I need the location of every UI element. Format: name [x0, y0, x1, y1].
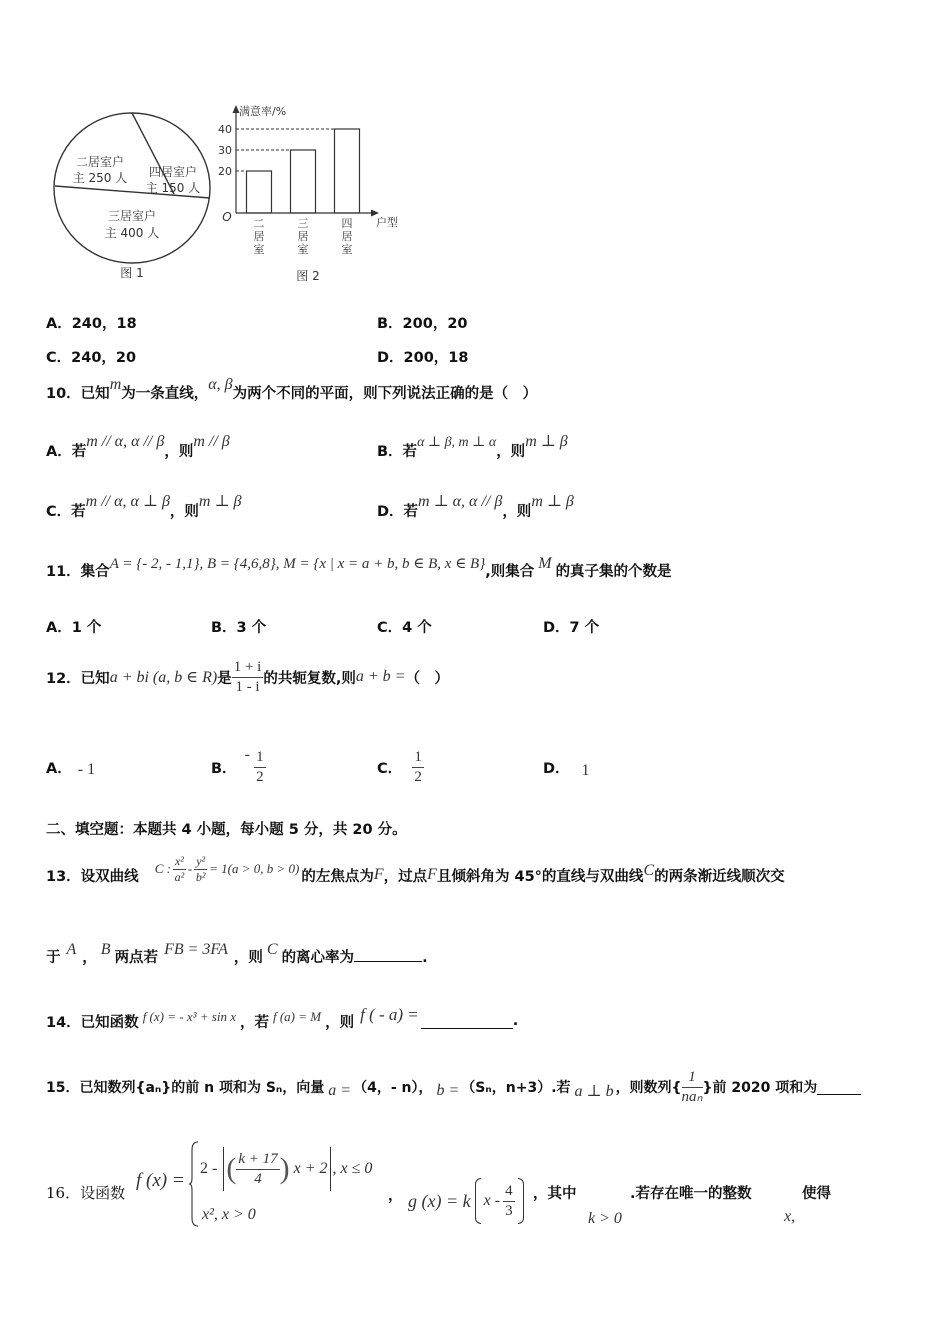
q16-paren-left-icon: (	[226, 1152, 237, 1185]
q15-answer-blank[interactable]	[817, 1080, 861, 1095]
q16-g-num: 4	[503, 1182, 515, 1202]
q13-text2: ，过点	[383, 868, 428, 885]
q13-hyperbola-equation	[155, 854, 300, 885]
figure-2-bar-chart	[212, 98, 412, 290]
q16-abs-right-bar	[330, 1147, 331, 1191]
q13-stem-line2	[46, 941, 428, 967]
q11-m: M	[538, 555, 552, 572]
q16-case-1	[200, 1146, 372, 1192]
q13-l2-text-c: 两点若	[114, 950, 159, 966]
q15-fraction	[682, 1068, 703, 1107]
q15-perpendicular: a ⊥ b	[574, 1083, 614, 1100]
category-label-1-char-3: 室	[253, 243, 265, 256]
q12-c-den: 2	[414, 768, 422, 785]
q16-case2-text: x², x > 0	[202, 1206, 256, 1223]
q13-l2-text-b: ，	[82, 950, 97, 966]
x-axis-label: 户型	[376, 216, 398, 229]
q16-x: x,	[784, 1208, 796, 1225]
q9-option-b[interactable]: B．200，20	[377, 316, 468, 332]
q10-m: m	[109, 376, 122, 393]
q15-vector-a-value: （4，- n），	[353, 1080, 433, 1096]
q12-c-label: C．	[377, 760, 403, 777]
q11-expression: A = {- 2, - 1,1}, B = {4,6,8}, M = {x | x = a + b, b ∈ B, x ∈ B}	[109, 556, 486, 572]
q13-stem-line1	[46, 844, 785, 906]
q16-case1-a: 2 -	[200, 1160, 218, 1177]
q15-text1: ，则数列{	[615, 1080, 682, 1096]
q16-k-condition: k > 0	[588, 1210, 622, 1227]
y-tick-label-2: 30	[218, 144, 232, 157]
q12-a-value: - 1	[77, 761, 96, 778]
q11-option-a[interactable]: A．1 个	[46, 620, 102, 636]
q12-frac-num: 1 + i	[232, 658, 264, 678]
q15-vector-b-value: （Sₙ，n+3）.若	[461, 1080, 571, 1096]
q16-paren-right-icon: )	[279, 1152, 290, 1185]
q16-case1-c: , x ≤ 0	[332, 1160, 373, 1177]
q10-c-then: ，则	[169, 504, 199, 520]
q16-gx-label: g (x) = k	[408, 1190, 471, 1211]
bar-group	[218, 123, 360, 256]
q10-option-c[interactable]	[46, 493, 242, 521]
q12-text2: 的共轭复数,则	[263, 670, 356, 687]
q10-stem	[46, 376, 538, 403]
category-label-3-char-2: 居	[341, 230, 353, 243]
q16-abs-left-bar	[223, 1147, 224, 1191]
sector-label-4room-l1: 四居室户	[148, 165, 198, 179]
sector-label-4room-l2: 主 150 人	[145, 181, 201, 195]
q12-option-a[interactable]	[46, 742, 95, 792]
q12-b-label: B．	[211, 760, 237, 777]
q10-d-label: D．若	[377, 504, 419, 520]
q13-minus: -	[187, 861, 193, 876]
q10-d-cond: m ⊥ α, α // β	[418, 493, 503, 510]
q13-point-a: A	[66, 941, 77, 958]
y-axis-label: 满意率/%	[239, 105, 287, 118]
category-label-2-char-1: 三	[297, 217, 309, 230]
q10-a-result: m // β	[193, 433, 230, 450]
q15-text2: }前 2020 项和为	[702, 1080, 818, 1096]
q9-option-d[interactable]: D．200，18	[377, 350, 469, 366]
q12-stem	[46, 652, 449, 702]
q16-g-inner: x -	[483, 1192, 501, 1209]
q11-text2: 的真子集的个数是	[555, 564, 672, 580]
q10-prefix: 10．已知	[46, 386, 110, 402]
q14-end: .	[512, 1013, 519, 1029]
q16-text2: .若存在唯一的整数	[630, 1186, 752, 1202]
q11-option-b[interactable]: B．3 个	[211, 620, 267, 636]
q12-a-label: A．	[46, 760, 72, 777]
q13-l2-text-e: 的离心率为	[281, 950, 355, 966]
category-label-1-char-2: 居	[253, 230, 265, 243]
q16-comma: ，	[388, 1188, 403, 1204]
q14-answer-blank[interactable]	[421, 1014, 513, 1029]
q13-point-b: B	[100, 941, 111, 958]
q14-function: f (x) = - x³ + sin x	[142, 1009, 236, 1024]
q13-c-label: C :	[154, 861, 171, 876]
q11-option-c[interactable]: C．4 个	[377, 620, 432, 636]
y-tick-label-1: 20	[218, 165, 232, 178]
q12-option-c[interactable]	[377, 732, 424, 802]
category-label-2-char-2: 居	[297, 230, 309, 243]
q12-text1: 是	[217, 670, 232, 687]
q15-frac-den: naₙ	[681, 1088, 703, 1105]
y-tick-label-3: 40	[218, 123, 232, 136]
q12-fraction	[232, 658, 264, 697]
q12-text3: （ ）	[405, 670, 449, 687]
q10-option-d[interactable]	[377, 493, 574, 521]
q13-b2: b²	[195, 869, 206, 884]
q10-b-cond: α ⊥ β, m ⊥ α	[417, 435, 497, 450]
q10-a-label: A．若	[46, 444, 87, 460]
q13-x2: x²	[174, 853, 184, 868]
q9-option-c[interactable]: C．240，20	[46, 350, 137, 366]
q15-frac-num: 1	[682, 1068, 703, 1088]
q13-a2: a²	[174, 869, 185, 884]
q13-condition: = 1(a > 0, b > 0)	[209, 861, 300, 876]
q13-c2: C	[643, 862, 655, 879]
q13-text4: 的两条渐近线顺次交	[654, 868, 785, 885]
q12-expression2: a + b =	[355, 668, 406, 685]
q11-prefix: 11．集合	[46, 564, 110, 580]
q10-b-result: m ⊥ β	[525, 433, 568, 450]
q16-case1-frac	[236, 1150, 279, 1189]
q10-a-then: ，则	[164, 444, 194, 460]
q14-fa: f (a) = M	[272, 1009, 322, 1024]
q13-y2: y²	[196, 853, 206, 868]
q10-c-result: m ⊥ β	[198, 493, 242, 510]
category-label-1-char-1: 二	[253, 217, 265, 230]
q13-frac-x	[173, 854, 186, 885]
q15-vector-b: b =	[436, 1082, 460, 1099]
q16-g-paren-left-icon	[475, 1178, 481, 1224]
q16-g-paren-right-icon	[518, 1178, 524, 1224]
q13-frac-y	[194, 854, 207, 885]
q11-stem	[46, 555, 672, 581]
bar-3	[335, 129, 360, 213]
q12-d-label: D．	[543, 760, 570, 777]
q13-c3: C	[266, 941, 278, 958]
q12-b-num: 1	[256, 748, 264, 765]
q16-g-frac	[503, 1182, 515, 1221]
q13-f: F	[373, 866, 384, 883]
category-label-3-char-1: 四	[341, 217, 353, 230]
q11-option-d[interactable]: D．7 个	[543, 620, 600, 636]
q10-option-a[interactable]	[46, 433, 230, 461]
q10-c-label: C．若	[46, 504, 86, 520]
q14-f-minus-a: f ( - a) =	[360, 1005, 419, 1024]
q12-b-sign: -	[244, 746, 250, 763]
q12-d-value: 1	[581, 762, 590, 779]
q12-c-num: 1	[414, 748, 422, 765]
q12-expression: a + bi (a, b ∈ R)	[109, 669, 218, 686]
q9-option-a[interactable]: A．240，18	[46, 316, 137, 332]
q10-b-label: B．若	[377, 444, 418, 460]
q10-text1: 为一条直线，	[121, 386, 209, 402]
q10-d-then: ，则	[502, 504, 532, 520]
q14-text2: ，则	[325, 1014, 355, 1031]
figure-1-caption: 图 1	[120, 266, 144, 280]
category-label-3-char-3: 室	[341, 243, 353, 256]
q15-vector-a: a =	[328, 1082, 352, 1099]
q13-equation: FB = 3FA	[164, 941, 228, 958]
q16-case1-den: 4	[254, 1170, 262, 1187]
q13-l2-text-d: ，则	[233, 950, 263, 966]
q14-text1: ，若	[239, 1014, 269, 1031]
q10-text2: 为两个不同的平面，则下列说法正确的是（ ）	[232, 386, 538, 402]
section-2-heading: 二、填空题：本题共 4 小题，每小题 5 分，共 20 分。	[46, 822, 407, 838]
bar-1	[247, 171, 272, 213]
q12-option-d[interactable]	[543, 742, 590, 792]
q10-option-b[interactable]	[377, 433, 568, 461]
q16-text1: ，其中	[533, 1186, 577, 1202]
origin-label: O	[222, 210, 232, 224]
q14-stem	[46, 1006, 518, 1036]
q16-fx-label: f (x) =	[136, 1170, 185, 1191]
q12-b-fraction	[254, 748, 266, 787]
q13-prefix: 13．设双曲线	[46, 868, 139, 885]
q11-text1: ,则集合	[485, 564, 535, 580]
category-label-2-char-3: 室	[297, 243, 309, 256]
q12-b-den: 2	[256, 768, 264, 785]
q13-f2: F	[427, 866, 437, 883]
q16-prefix: 16．设函数	[46, 1184, 126, 1202]
q16-gx	[408, 1176, 524, 1226]
sector-label-3room-l1: 三居室户	[107, 209, 157, 223]
q15-text: 15．已知数列{aₙ}的前 n 项和为 Sₙ，向量	[46, 1080, 325, 1096]
q10-c-cond: m // α, α ⊥ β	[85, 493, 170, 510]
q12-c-fraction	[412, 748, 424, 787]
q16-piecewise-brace-icon	[188, 1140, 200, 1228]
q12-option-b[interactable]	[211, 732, 266, 802]
sector-label-2room-l2: 主 250 人	[72, 171, 128, 185]
q13-text3: 且倾斜角为 45°的直线与双曲线	[436, 868, 644, 885]
figure-2-caption: 图 2	[296, 269, 320, 283]
q12-prefix: 12．已知	[46, 670, 110, 687]
q16-case1-num: k + 17	[236, 1150, 279, 1170]
q15-stem	[46, 1058, 861, 1116]
q16-case1-b: x + 2	[293, 1160, 328, 1177]
q10-b-then: ，则	[496, 444, 526, 460]
q12-frac-den: 1 - i	[235, 678, 260, 695]
q16-g-den: 3	[505, 1202, 513, 1219]
q13-end: .	[422, 950, 428, 966]
sector-label-3room-l2: 主 400 人	[104, 226, 160, 240]
q10-alpha-beta: α, β	[208, 376, 233, 393]
sector-label-2room-l1: 二居室户	[75, 155, 125, 169]
q16-case-2	[202, 1205, 256, 1224]
q13-text1: 的左焦点为	[301, 868, 374, 885]
q13-answer-blank[interactable]	[354, 947, 422, 962]
q10-a-cond: m // α, α // β	[86, 433, 165, 450]
q13-l2-text-a: 于	[46, 950, 61, 966]
bar-2	[291, 150, 316, 213]
figure-1-pie	[40, 100, 225, 290]
q16-text3: 使得	[802, 1186, 831, 1202]
q14-prefix: 14．已知函数	[46, 1014, 139, 1031]
q10-d-result: m ⊥ β	[531, 493, 574, 510]
q16-fx	[136, 1170, 185, 1192]
